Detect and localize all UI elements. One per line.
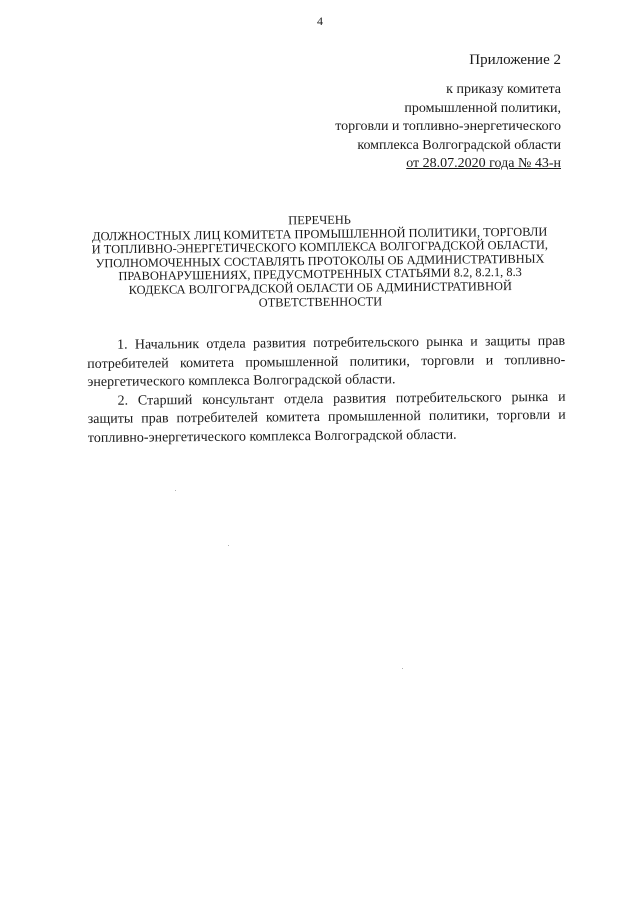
appendix-title: Приложение 2 — [469, 52, 561, 68]
positions-list — [87, 333, 566, 449]
heading-line: ПЕРЕЧЕНЬ — [288, 212, 351, 228]
heading-line: ПРАВОНАРУШЕНИЯХ, ПРЕДУСМОТРЕННЫХ СТАТЬЯМИ 8.2, 8.2.1, 8.3 — [118, 265, 522, 284]
heading-line: УПОЛНОМОЧЕННЫХ СОСТАВЛЯТЬ ПРОТОКОЛЫ ОБ АДМИНИСТРАТИВНЫХ — [95, 251, 545, 271]
appendix-order-line: к приказу комитета — [446, 82, 561, 97]
appendix-order-reference — [335, 81, 561, 174]
appendix-order-line: промышленной политики, — [404, 100, 561, 116]
appendix-order-date: от 28.07.2020 года № 43-н — [406, 156, 561, 172]
document-heading — [70, 211, 571, 311]
heading-line: И ТОПЛИВНО-ЭНЕРГЕТИЧЕСКОГО КОМПЛЕКСА ВОЛГОГРАДСКОЙ ОБЛАСТИ, — [91, 237, 549, 257]
heading-line: ДОЛЖНОСТНЫХ ЛИЦ КОМИТЕТА ПРОМЫШЛЕННОЙ ПОЛИТИКИ, ТОРГОВЛИ — [92, 224, 548, 243]
scan-speck — [402, 668, 403, 669]
appendix-order-line: торговли и топливно-энергетического — [335, 119, 561, 135]
list-item: 2. Старший консультант отдела развития потребительского рынка и защиты прав потребителей комитета промышленной политики, торговли и топливно-энергетического комплекса Волгоградской области. — [87, 389, 566, 446]
appendix-order-line: комплекса Волгоградской области — [357, 137, 561, 153]
scan-speck — [175, 490, 176, 491]
list-item: 1. Начальник отдела развития потребительского рынка и защиты прав потребителей комитета промышленной политики, торговли и топливно-энергетического комплекса Волгоградской области. — [87, 333, 566, 391]
scan-speck — [228, 545, 229, 546]
heading-line: ОТВЕТСТВЕННОСТИ — [258, 293, 383, 310]
page-number: 4 — [317, 14, 323, 28]
heading-line: КОДЕКСА ВОЛГОГРАДСКОЙ ОБЛАСТИ ОБ АДМИНИСТРАТИВНОЙ — [128, 278, 512, 297]
